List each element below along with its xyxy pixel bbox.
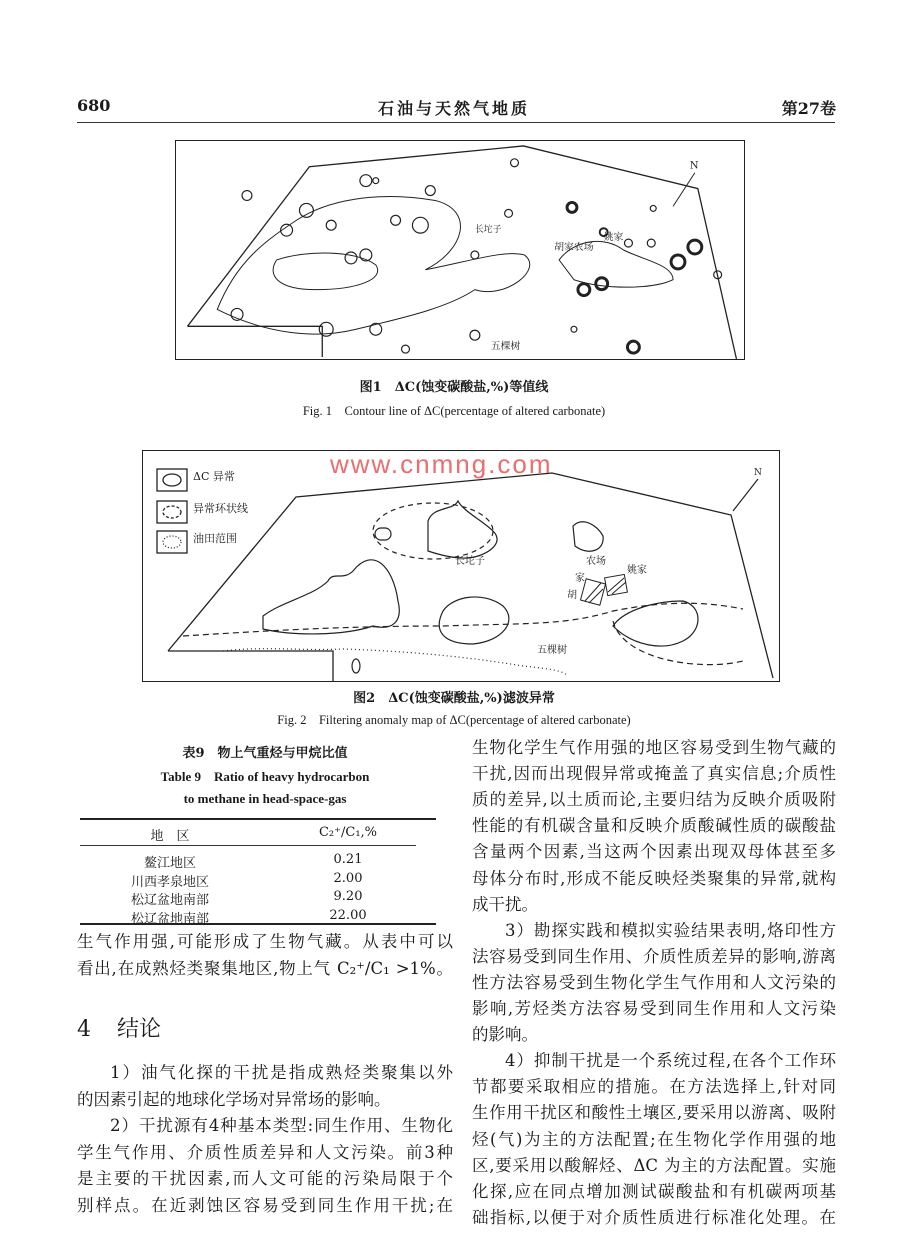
oilfield-range xyxy=(223,649,568,676)
figure-1-contour-map xyxy=(175,140,745,360)
legend-delta-c-anomaly: ΔC 异常 xyxy=(193,470,235,483)
place-label-changtuozi: 长坨子 xyxy=(455,556,485,567)
legend xyxy=(157,469,187,553)
text-line: 4）抑制干扰是一个系统过程,在各个工作环 xyxy=(505,1051,836,1071)
header-rule xyxy=(77,122,835,123)
text-line: 质的差异,以土质而论,主要归结为反映介质吸附 xyxy=(472,790,836,810)
text-line: 生气作用强,可能形成了生物气藏。从表中可以 xyxy=(77,932,453,951)
table-header-ratio: C₂⁺/C₁,% xyxy=(318,825,378,840)
place-label-changtuozi: 长坨子 xyxy=(474,225,502,236)
text-line: 性方法容易受到生物化学生气作用和人文污染的 xyxy=(472,972,836,992)
watermark: www.cnmng.com xyxy=(330,449,553,479)
hatched-farm xyxy=(580,574,627,605)
anomaly-south-2 xyxy=(439,597,509,644)
anomaly-north-2 xyxy=(573,522,603,551)
text-line: 影响,芳烃类方法容易受到同生作用和人文污染 xyxy=(472,999,836,1018)
north-arrow xyxy=(673,173,695,207)
figure-1-caption-cn: 图1 ΔC(蚀变碳酸盐,%)等值线 xyxy=(359,380,549,395)
text-line: 1）油气化探的干扰是指成熟烃类聚集以外 xyxy=(110,1063,453,1082)
anomaly-ring-south xyxy=(183,603,743,636)
text-line: 母体分布时,形成不能反映烃类聚集的异常,就构 xyxy=(472,868,836,888)
section-heading xyxy=(77,1012,161,1043)
text-line: 法容易受到同生作用、介质性质差异的影响,游离 xyxy=(472,946,836,966)
place-label-wukeshu: 五棵树 xyxy=(537,645,567,656)
text-line: 的因素引起的地球化学场对异常场的影响。 xyxy=(77,1089,391,1109)
text-line: 生作用干扰区和酸性土壤区,要采用以游离、吸附 xyxy=(472,1103,836,1123)
legend-anomaly-ring: 异常环状线 xyxy=(193,502,248,515)
table-cell-ratio: 0.21 xyxy=(333,852,363,867)
place-label-jia: 家 xyxy=(575,573,585,584)
text-line: 看出,在成熟烃类聚集地区,物上气 C₂⁺/C₁ >1%。 xyxy=(77,958,453,978)
survey-boundary xyxy=(168,473,773,678)
text-line: 3）勘探实践和模拟实验结果表明,烙印性方 xyxy=(505,920,836,940)
figure-1-svg xyxy=(176,141,744,359)
table-cell-ratio: 9.20 xyxy=(333,889,363,904)
text-line: 干扰,因而出现假异常或掩盖了真实信息;介质性 xyxy=(472,764,836,784)
text-line: 含量两个因素,当这两个因素出现双母体甚至多 xyxy=(472,842,836,862)
volume-label: 第27卷 xyxy=(781,99,836,118)
text-line: 成干扰。 xyxy=(472,894,538,914)
anomaly-ring-north xyxy=(373,503,493,559)
page-number: 680 xyxy=(77,96,111,115)
table-cell-ratio: 2.00 xyxy=(333,870,363,886)
survey-boundary xyxy=(188,146,737,359)
contour-closures xyxy=(231,159,721,353)
text-line: 化探,应在同点增加测试碳酸盐和有机碳两项基 xyxy=(472,1181,836,1201)
table-header-region: 地 区 xyxy=(150,829,190,844)
text-line: 学生气作用、介质性质差异和人文污染。前3种 xyxy=(77,1142,453,1162)
section-title: 结论 xyxy=(117,1017,162,1042)
north-arrow xyxy=(733,479,758,511)
figure-2-caption-en: Fig. 2 Filtering anomaly map of ΔC(percentage of altered carbonate) xyxy=(277,713,631,727)
text-line: 是主要的干扰因素,而人文可能的污染局限于个 xyxy=(77,1169,453,1189)
table-9-title-cn: 表9 物上气重烃与甲烷比值 xyxy=(182,746,348,761)
legend-oilfield-range: 油田范围 xyxy=(193,532,237,545)
table-cell-region: 鳌江地区 xyxy=(143,856,196,871)
anomaly-south-3 xyxy=(613,601,698,646)
text-line: 节都要采取相应的措施。在方法选择上,针对同 xyxy=(472,1077,836,1097)
table-top-rule xyxy=(80,818,436,820)
place-label-nongchang: 农场 xyxy=(586,556,606,567)
contour-region-inner xyxy=(273,253,378,290)
text-line: 础指标,以便于对介质性质进行标准化处理。在 xyxy=(472,1207,836,1227)
text-line: 别样点。在近剥蚀区容易受到同生作用干扰;在 xyxy=(77,1196,453,1215)
section-number: 4 xyxy=(77,1017,91,1042)
figure-1-caption-en: Fig. 1 Contour line of ΔC(percentage of altered carbonate) xyxy=(302,404,606,418)
figure-2-svg xyxy=(143,451,779,681)
figure-2-anomaly-map xyxy=(142,450,780,682)
place-label-wukeshu: 五棵树 xyxy=(490,341,521,353)
table-cell-region: 松辽盆地南部 xyxy=(130,893,209,908)
journal-title: 石油与天然气地质 xyxy=(377,99,530,118)
text-line: 区,要采用以酸解烃、ΔC 为主的方法配置。实施 xyxy=(472,1155,836,1175)
north-label: N xyxy=(689,160,699,172)
place-label-hu: 胡 xyxy=(567,590,577,601)
text-line: 的影响。 xyxy=(472,1025,538,1045)
place-label-yaojia: 姚家 xyxy=(603,232,624,244)
text-line: 性能的有机碳含量和反映介质酸碱性质的碳酸盐 xyxy=(472,816,836,836)
text-line: 生物化学生气作用强的地区容易受到生物气藏的 xyxy=(472,738,836,757)
text-line: 烃(气)为主的方法配置;在生物化学作用强的地 xyxy=(472,1129,836,1149)
anomaly-north-1 xyxy=(428,501,497,558)
survey-boundary-step xyxy=(168,651,333,681)
table-9-title-en-1: Table 9 Ratio of heavy hydrocarbon xyxy=(160,769,370,784)
table-cell-ratio: 22.00 xyxy=(329,907,367,923)
figure-2-caption-cn: 图2 ΔC(蚀变碳酸盐,%)滤波异常 xyxy=(353,691,555,706)
table-cell-region: 川西孝泉地区 xyxy=(130,874,209,890)
north-label: N xyxy=(754,468,762,478)
table-cell-region: 松辽盆地南部 xyxy=(130,911,209,927)
place-label-yaojia: 姚家 xyxy=(627,565,647,576)
survey-boundary-step xyxy=(188,326,323,357)
anomaly-south-1 xyxy=(263,560,399,634)
table-bottom-rule xyxy=(80,923,436,925)
table-9-title-en-2: to methane in head-space-gas xyxy=(183,791,347,806)
contour-region-west xyxy=(217,197,530,334)
text-line: 2）干扰源有4种基本类型:同生作用、生物化 xyxy=(110,1116,453,1136)
table-header-rule xyxy=(80,845,416,846)
place-label-hujia-nongchang: 胡家农场 xyxy=(554,242,594,253)
